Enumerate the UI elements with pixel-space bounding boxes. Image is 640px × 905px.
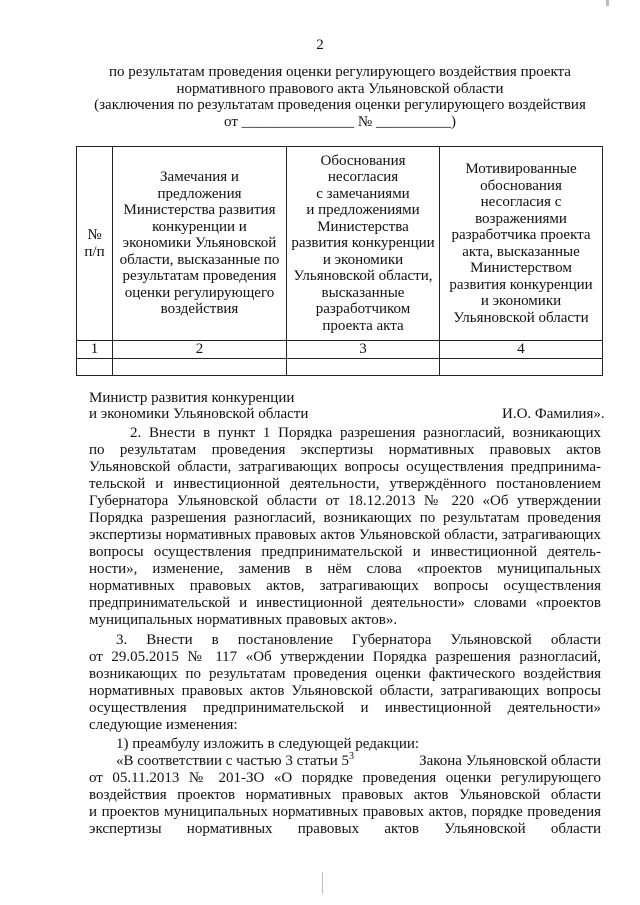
header-line: по результатам проведения оценки регулирующего воздействия проекта: [109, 64, 571, 80]
table-number-row: [77, 341, 603, 359]
header-line: от _______________ № __________): [224, 114, 456, 130]
body-line: нормативных правовых актов, затрагивающих вопросы осуществления: [89, 578, 601, 594]
body-line: следующие изменения:: [89, 717, 238, 733]
scan-mark: [322, 872, 323, 894]
disagreements-table: [76, 146, 603, 376]
col-remarks-header: Замечания и предложения Министерства развития конкуренции и экономики Ульяновской области, высказанные по результатам проведения оценки регулирующего воздействия: [113, 147, 287, 341]
table-cell: 4: [440, 341, 603, 359]
table-cell: 2: [113, 341, 287, 359]
body-line: предпринимательской и инвестиционной деятельности» словами «проектов: [89, 595, 601, 611]
col-justification-header: Обоснования несогласия с замечаниями и предложениями Министерства развития конкуренции и экономики Ульяновской области, высказанные разработчиком проекта акта: [287, 147, 440, 341]
body-line: от 05.11.2013 № 201-ЗО «О порядке проведения оценки регулирующего: [89, 770, 601, 786]
signature-title: Министр развития конкуренции: [89, 390, 295, 406]
table-header-row: [77, 147, 603, 341]
body-line: возникающих по результатам проведения оценки фактического воздействия: [89, 666, 601, 682]
body-line: экспертизы нормативных правовых актов Ульяновской области: [89, 821, 601, 837]
body-line: 1) преамбулу изложить в следующей редакции:: [116, 736, 420, 752]
table-cell: 1: [77, 341, 113, 359]
table-cell: 3: [287, 341, 440, 359]
signature-name: И.О. Фамилия».: [502, 406, 605, 422]
body-line: по результатам проведения экспертизы нормативных правовых актов: [89, 442, 601, 458]
body-line: Ульяновской области, затрагивающих вопросы осуществления предпринима-: [89, 459, 601, 475]
body-line: осуществления предпринимательской и инвестиционной деятельности»: [89, 700, 601, 716]
body-line: ности», изменение, заменив в нём слова «проектов муниципальных: [89, 561, 601, 577]
table-cell: [77, 358, 113, 375]
body-line: Порядка разрешения разногласий, возникающих по результатам проведения: [89, 510, 601, 526]
body-line: экспертизы нормативных правовых актов Ульяновской области, затрагивающих: [89, 527, 601, 543]
signature-title: и экономики Ульяновской области: [89, 406, 309, 422]
body-line: Губернатора Ульяновской области от 18.12.2013 № 220 «Об утверждении: [89, 493, 601, 509]
body-line: от 29.05.2015 № 117 «Об утверждении Порядка разрешения разногласий,: [89, 649, 601, 665]
header-line: нормативного правового акта Ульяновской области: [176, 81, 504, 97]
table-cell: [287, 358, 440, 375]
table-cell: [440, 358, 603, 375]
body-text: «В соответствии с частью 3 статьи $5^3$: [116, 751, 354, 769]
scan-mark: [606, 0, 609, 6]
body-line: и проектов муниципальных нормативных правовых актов, порядке проведения: [89, 804, 601, 820]
body-line: тельской и инвестиционной деятельности, утверждённого постановлением: [89, 476, 601, 492]
body-line: 2. Внести в пункт 1 Порядка разрешения разногласий, возникающих: [130, 425, 601, 441]
header-line: (заключения по результатам проведения оценки регулирующего воздействия: [94, 97, 586, 113]
page-number: 2: [316, 37, 324, 53]
body-line: 3. Внести в постановление Губернатора Ульяновской области: [116, 632, 601, 648]
col-motivated-header: Мотивированные обоснования несогласия с возражениями разработчика проекта акта, высказанные Министерством развития конкуренции и экономики Ульяновской области: [440, 147, 603, 341]
body-line: вопросы осуществления предпринимательской и инвестиционной деятель-: [89, 544, 601, 560]
table-row: [77, 358, 603, 375]
table-cell: [113, 358, 287, 375]
body-line: воздействия проектов нормативных правовых актов Ульяновской области: [89, 787, 601, 803]
body-line-with-superscript: [116, 753, 601, 770]
body-text: Закона Ульяновской области: [419, 753, 601, 769]
col-number-header: № п/п: [77, 147, 113, 341]
superscript: 3: [348, 751, 354, 762]
body-line: нормативных правовых актов Ульяновской области, затрагивающих вопросы: [89, 683, 601, 699]
body-line: муниципальных нормативных правовых актов».: [89, 612, 398, 628]
